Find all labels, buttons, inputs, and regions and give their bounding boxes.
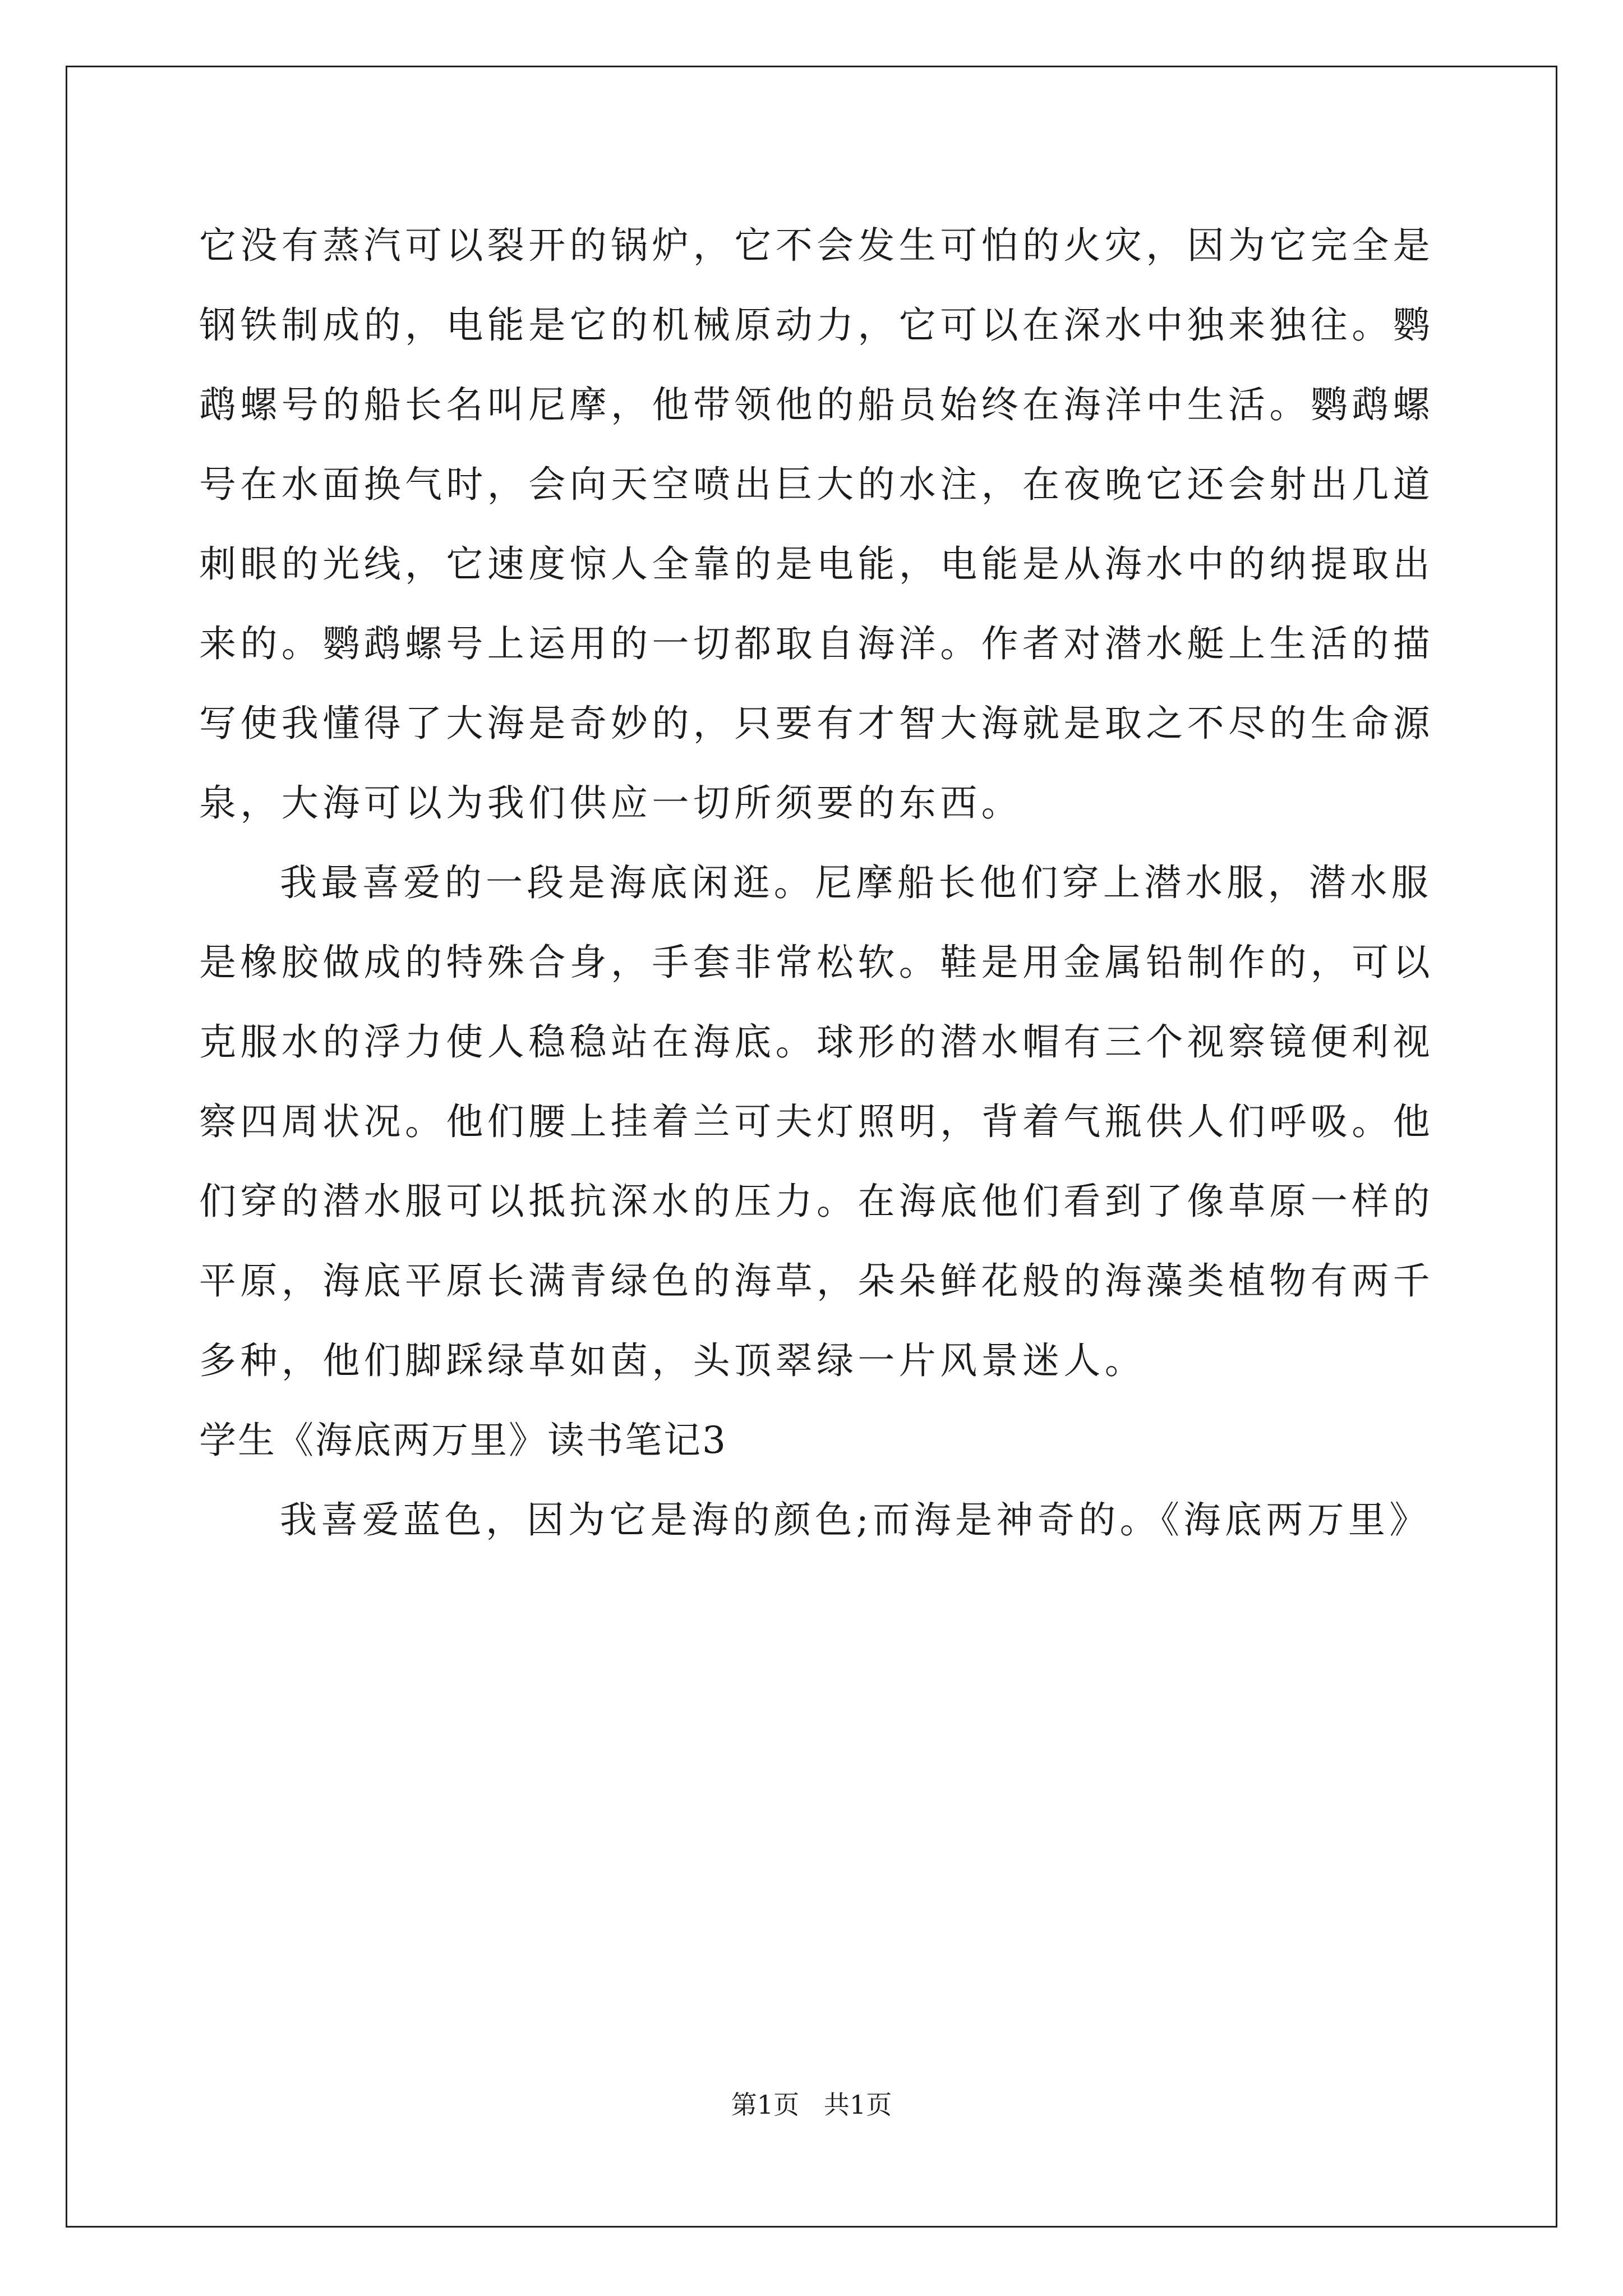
paragraph-start-line-2: 我喜爱蓝色，因为它是海的颜色;而海是神奇的。《海底两万里》	[280, 1498, 1431, 1542]
body-line-15: 多种，他们脚踩绿草如茵，头顶翠绿一片风景迷人。	[199, 1339, 1146, 1382]
body-line-8: 泉，大海可以为我们供应一切所须要的东西。	[199, 781, 1022, 825]
body-line-5: 刺眼的光线，它速度惊人全靠的是电能，电能是从海水中的纳提取出	[199, 542, 1434, 586]
body-line-14: 平原，海底平原长满青绿色的海草，朵朵鲜花般的海藻类植物有两千	[199, 1259, 1434, 1303]
page-footer: 第1页 共1页	[731, 2090, 892, 2120]
body-line-10: 是橡胶做成的特殊合身，手套非常松软。鞋是用金属铅制作的，可以	[199, 941, 1434, 984]
body-line-4: 号在水面换气时，会向天空喷出巨大的水注，在夜晚它还会射出几道	[199, 463, 1434, 506]
body-line-2: 钢铁制成的，电能是它的机械原动力，它可以在深水中独来独往。鹦	[199, 303, 1434, 347]
section-heading: 学生《海底两万里》读书笔记3	[199, 1419, 727, 1462]
body-line-11: 克服水的浮力使人稳稳站在海底。球形的潜水帽有三个视察镜便利视	[199, 1020, 1434, 1064]
body-line-1: 它没有蒸汽可以裂开的锅炉，它不会发生可怕的火灾，因为它完全是	[199, 224, 1434, 267]
body-line-3: 鹉螺号的船长名叫尼摩，他带领他的船员始终在海洋中生活。鹦鹉螺	[199, 383, 1434, 426]
body-line-7: 写使我懂得了大海是奇妙的，只要有才智大海就是取之不尽的生命源	[199, 702, 1434, 745]
body-line-6: 来的。鹦鹉螺号上运用的一切都取自海洋。作者对潜水艇上生活的描	[199, 622, 1434, 665]
body-line-12: 察四周状况。他们腰上挂着兰可夫灯照明，背着气瓶供人们呼吸。他	[199, 1100, 1434, 1143]
body-line-13: 们穿的潜水服可以抵抗深水的压力。在海底他们看到了像草原一样的	[199, 1180, 1434, 1223]
paragraph-start-line: 我最喜爱的一段是海底闲逛。尼摩船长他们穿上潜水服，潜水服	[280, 861, 1433, 904]
